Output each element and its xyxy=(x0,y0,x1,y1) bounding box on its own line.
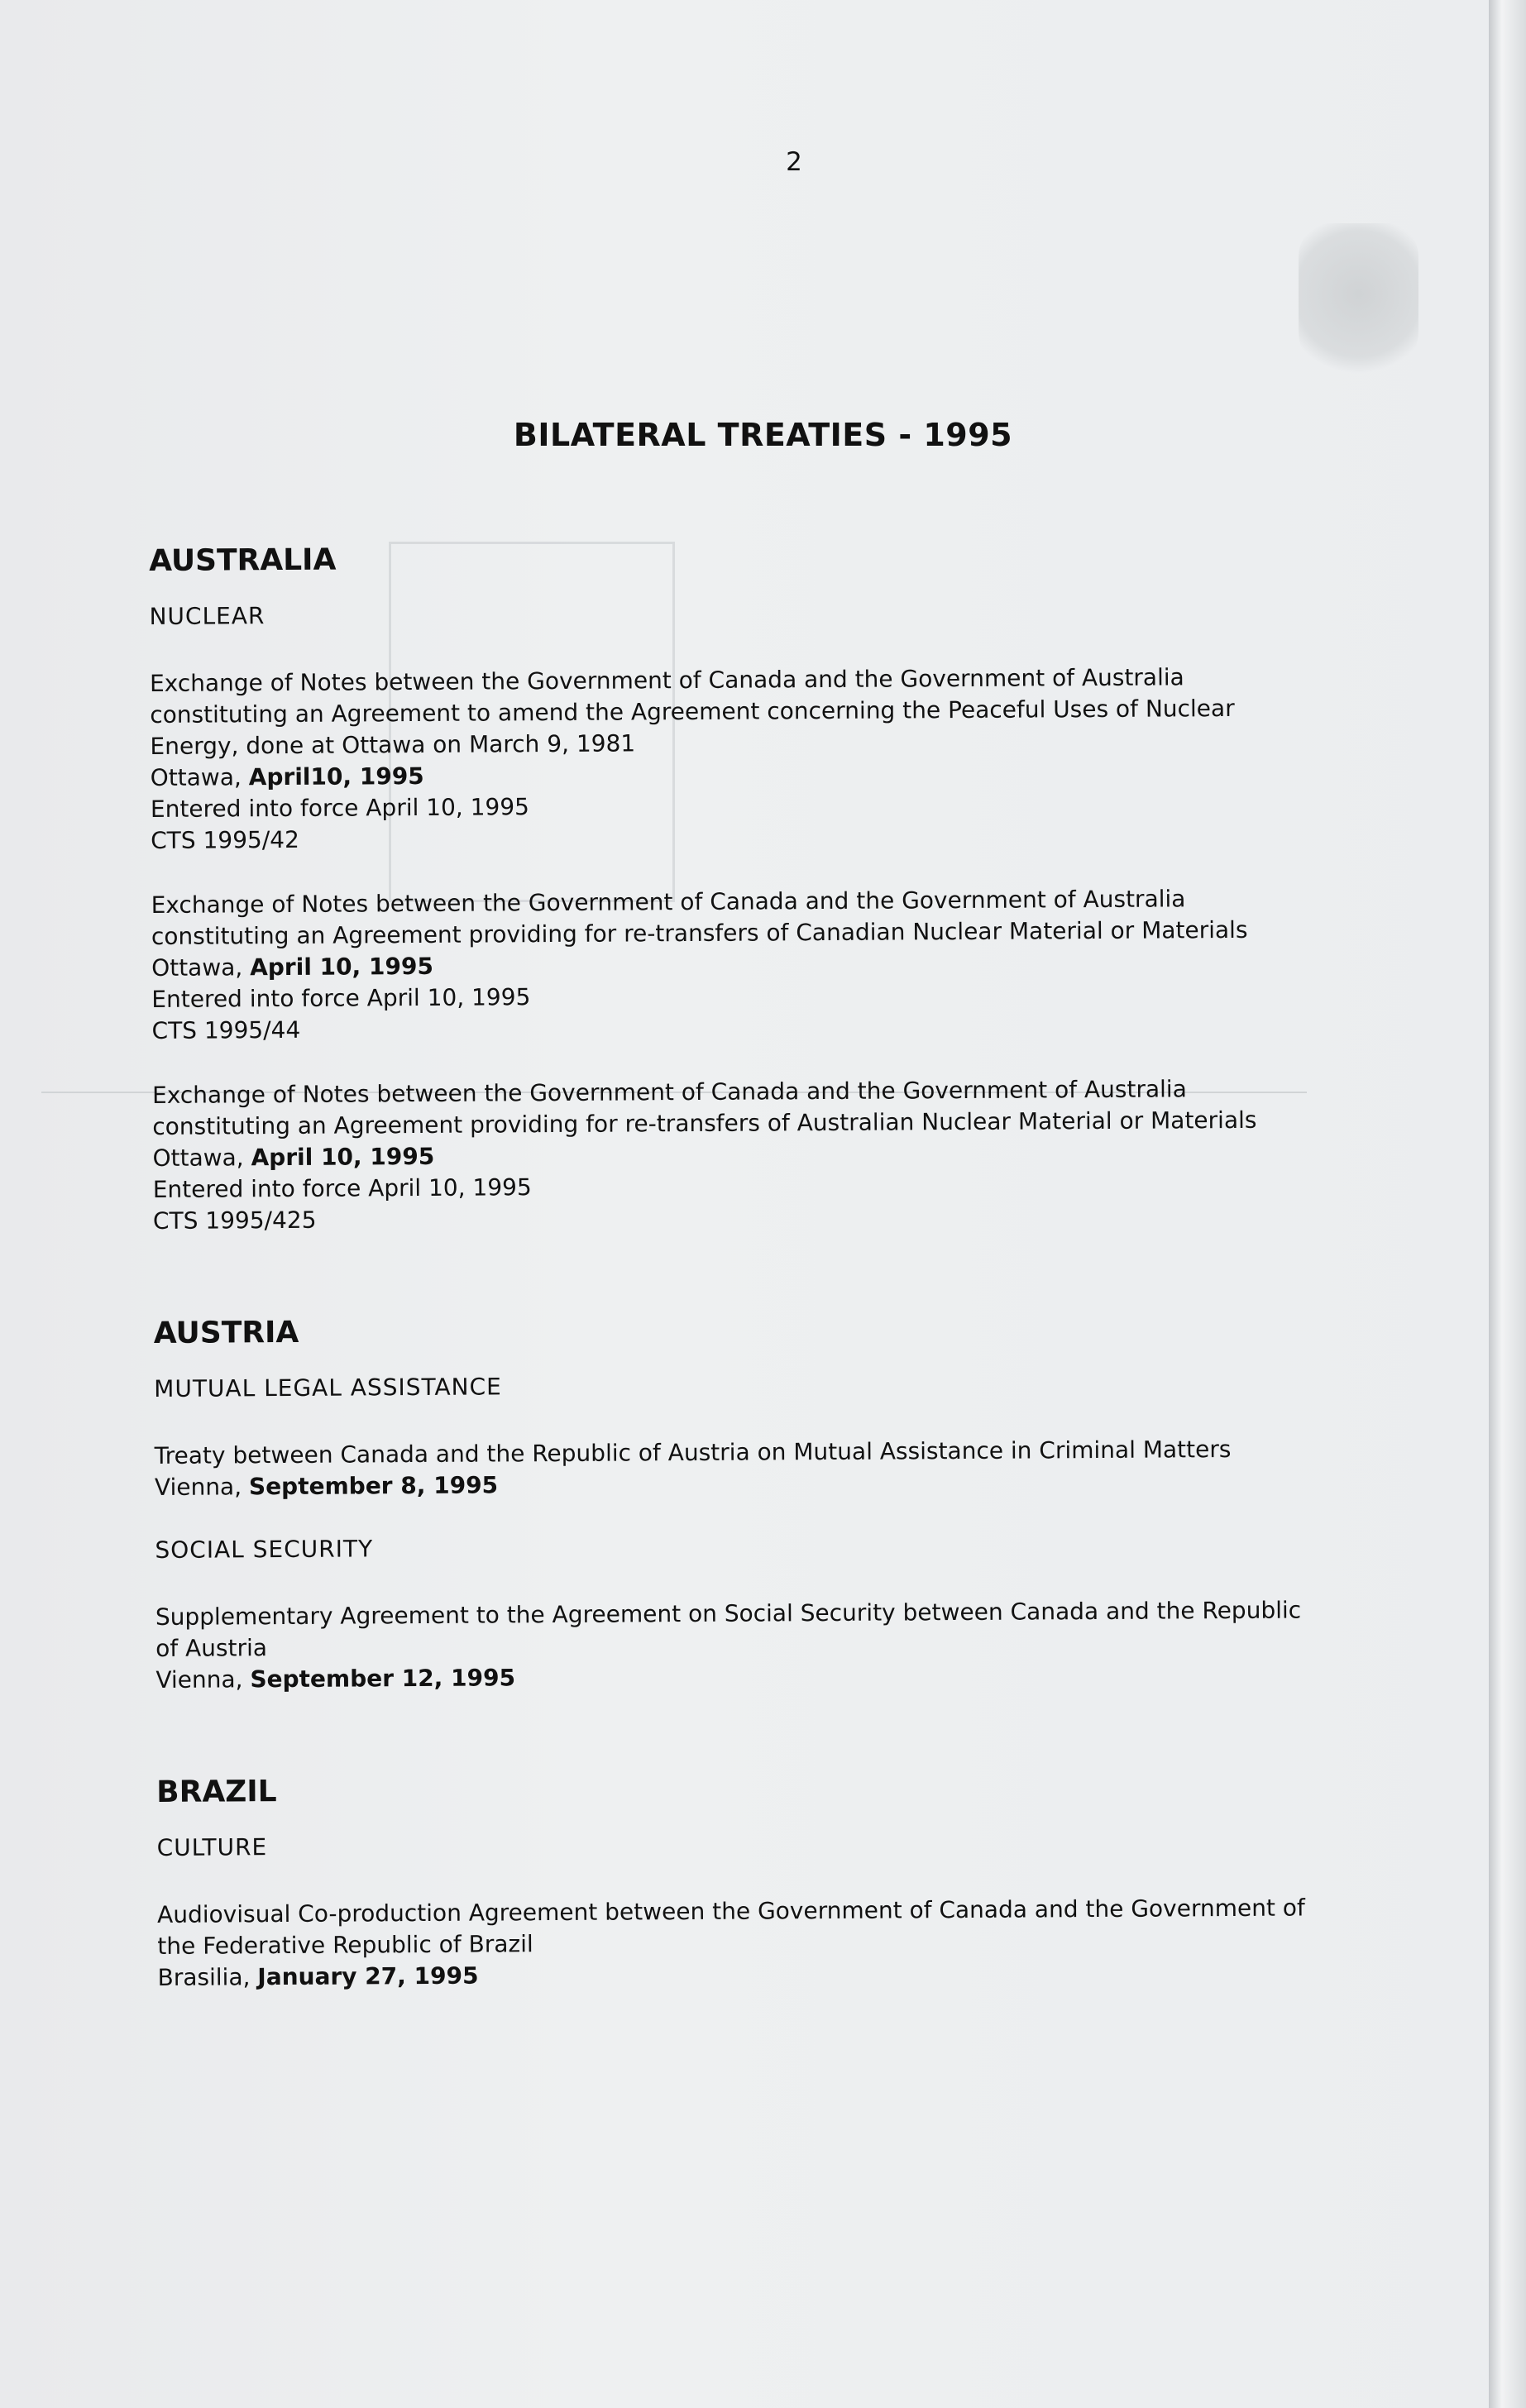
country-section-brazil xyxy=(156,1768,1357,1994)
treaty-list xyxy=(149,537,1357,2073)
signing-place-date xyxy=(157,1955,1356,1994)
entry-into-force: Entered into force April 10, 1995 xyxy=(151,983,531,1013)
treaty-entry xyxy=(157,1892,1357,1994)
signing-place-date xyxy=(155,1657,1355,1696)
binder-edge xyxy=(1489,0,1526,2408)
treaty-description-line: of Austria xyxy=(155,1634,268,1662)
signing-place: Vienna, xyxy=(154,1473,250,1501)
signing-place: Vienna, xyxy=(155,1665,251,1694)
treaty-description-line: constituting an Agreement providing for re-transfers of Australian Nuclear Material or Materials xyxy=(152,1106,1257,1140)
treaty-description-line: Treaty between Canada and the Republic of Austria on Mutual Assistance in Criminal Matters xyxy=(154,1436,1232,1469)
cts-reference: CTS 1995/42 xyxy=(151,825,299,854)
subject-heading: MUTUAL LEGAL ASSISTANCE xyxy=(154,1373,502,1402)
treaty-description-line: Exchange of Notes between the Government of Canada and the Government of Australia xyxy=(151,1075,1187,1109)
treaty-description-line: constituting an Agreement providing for re-transfers of Canadian Nuclear Material or Materials xyxy=(151,915,1248,950)
signing-place: Ottawa, xyxy=(150,763,249,791)
page-number: 2 xyxy=(786,147,802,177)
subject-heading: NUCLEAR xyxy=(149,602,265,630)
subject-heading: SOCIAL SECURITY xyxy=(155,1535,374,1564)
signing-place: Brasilia, xyxy=(157,1963,258,1991)
treaty-description-line: Exchange of Notes between the Government of Canada and the Government of Australia xyxy=(149,663,1184,697)
treaty-entry xyxy=(151,882,1351,1047)
signing-date: April 10, 1995 xyxy=(251,1142,435,1172)
treaty-entry xyxy=(155,1433,1354,1503)
treaty-entry xyxy=(155,1594,1356,1696)
country-section-austria xyxy=(154,1309,1356,1696)
signing-place: Ottawa, xyxy=(152,1144,251,1172)
country-heading: AUSTRALIA xyxy=(149,542,337,578)
signing-date: January 27, 1995 xyxy=(257,1961,479,1991)
entry-into-force: Entered into force April 10, 1995 xyxy=(152,1173,532,1203)
entry-into-force: Entered into force April 10, 1995 xyxy=(150,793,530,823)
signing-date: September 12, 1995 xyxy=(250,1664,516,1694)
cts-reference: CTS 1995/425 xyxy=(152,1206,317,1235)
signing-date: April 10, 1995 xyxy=(250,952,433,982)
treaty-description-line: constituting an Agreement to amend the Agreement concerning the Peaceful Uses of Nuclear xyxy=(150,694,1235,729)
cts-reference: CTS 1995/44 xyxy=(151,1015,301,1044)
country-heading: AUSTRIA xyxy=(153,1315,299,1350)
country-heading: BRAZIL xyxy=(156,1775,277,1809)
signing-date: April10, 1995 xyxy=(248,762,424,791)
country-section-australia xyxy=(149,537,1352,1237)
treaty-description-line: Supplementary Agreement to the Agreement on Social Security between Canada and the Republic xyxy=(155,1596,1302,1631)
treaty-entry xyxy=(150,661,1350,857)
subject-heading: CULTURE xyxy=(156,1833,268,1861)
treaty-description-line: Energy, done at Ottawa on March 9, 1981 xyxy=(150,729,636,760)
treaty-description-line: Audiovisual Co-production Agreement between the Government of Canada and the Government of xyxy=(157,1894,1305,1928)
canada-seal-bleedthrough xyxy=(1299,223,1418,380)
signing-place: Ottawa, xyxy=(151,953,251,982)
treaty-description-line: the Federative Republic of Brazil xyxy=(157,1930,533,1960)
signing-date: September 8, 1995 xyxy=(248,1471,499,1501)
treaty-entry xyxy=(152,1073,1352,1237)
signing-place-date xyxy=(155,1464,1354,1503)
page-title: BILATERAL TREATIES - 1995 xyxy=(513,417,1013,453)
treaty-description-line: Exchange of Notes between the Government of Canada and the Government of Australia xyxy=(151,885,1186,919)
